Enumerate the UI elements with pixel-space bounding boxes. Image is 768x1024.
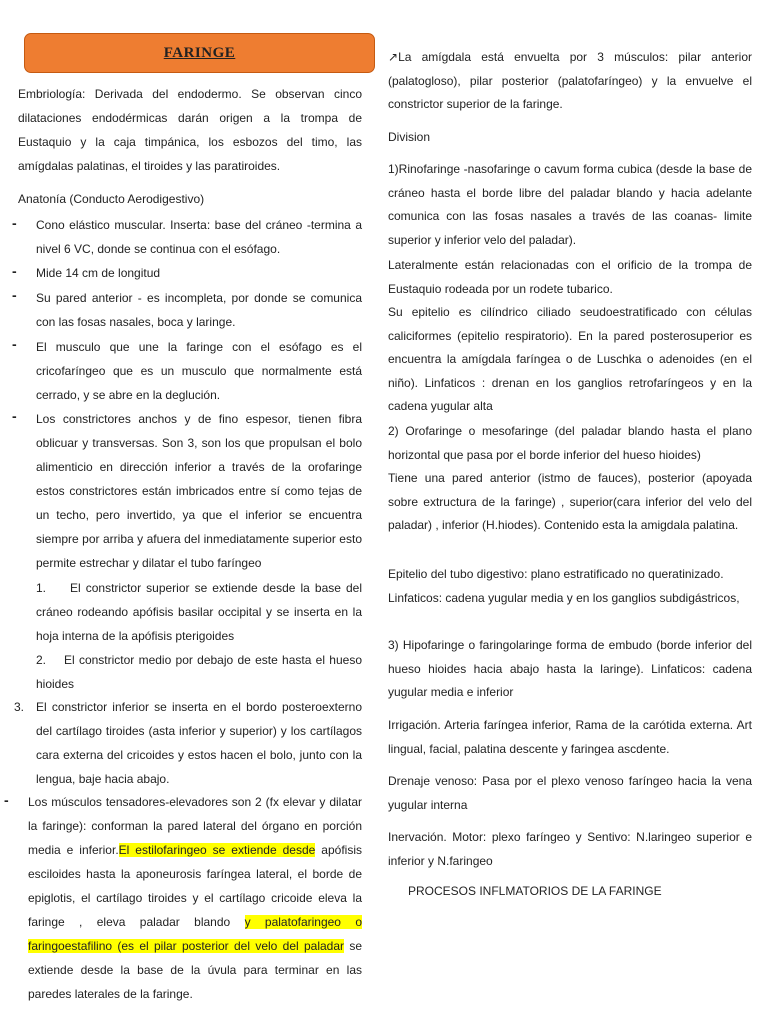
embriologia-paragraph: Embriología: Derivada del endodermo. Se observan cinco dilataciones endodérmicas darán origen a la trompa de Eustaquio y la caja timpánica, los esbozos del timo, las amígdalas palatinas, el tiroides y las paratiroides. xyxy=(18,87,362,173)
epitelio-digestivo-paragraph: Epitelio del tubo digestivo: plano estratificado no queratinizado. xyxy=(388,567,724,581)
lateral-paragraph: Lateralmente están relacionadas con el orificio de la trompa de Eustaquio rodeada por un rodete tubarico. xyxy=(388,258,752,296)
bullet-marker: - xyxy=(12,287,17,303)
highlighted-text: El estilofaringeo se extiende desde xyxy=(118,843,316,857)
list-number: 1. xyxy=(36,581,47,595)
list-item: Cono elástico muscular. Inserta: base del cráneo -termina a nivel 6 VC, donde se continua con el esófago. xyxy=(36,218,362,256)
bullet-marker: - xyxy=(12,336,17,352)
bullet-marker: - xyxy=(12,408,17,424)
paredes-paragraph: Tiene una pared anterior (istmo de fauces), posterior (apoyada sobre extructura de la faringe) , superior(cara inferior del velo del paladar) , inferior (H.hiodes). Contenido esta la amigdala palatina. xyxy=(388,471,752,532)
irrigacion-paragraph: Irrigación. Arteria faríngea inferior, Rama de la carótida externa. Art lingual, facial, palatina descente y faringea ascdente. xyxy=(388,718,752,756)
epitelio-paragraph: Su epitelio es cilíndrico ciliado seudoestratificado con células caliciformes (epitelio respiratorio). En la pared posterosuperior es encuentra la amígdala faríngea o de Luschka o adenoides (en el niño). Linfaticos : drenan en los ganglios retrofaríngeos y en la cadena yugular alta xyxy=(388,305,752,413)
list-item: Mide 14 cm de longitud xyxy=(36,266,161,280)
list-item: Su pared anterior - es incompleta, por donde se comunica con las fosas nasales, boca y laringe. xyxy=(36,291,362,329)
bullet-marker: - xyxy=(12,263,17,279)
list-item: El constrictor superior se extiende desde la base del cráneo rodeando apófisis basilar occipital y se inserta en la hoja interna de la apófisis pterigoides xyxy=(36,581,362,643)
anatomia-heading: Anatonía (Conducto Aerodigestivo) xyxy=(18,192,205,206)
list-item: El constrictor medio por debajo de este hasta el hueso hioides xyxy=(36,653,362,691)
linfaticos-paragraph: Linfaticos: cadena yugular media y en los ganglios subdigástricos, xyxy=(388,591,740,605)
list-item: Los constrictores anchos y de fino espesor, tienen fibra oblicuar y transversas. Son 3, son los que propulsan el bolo alimenticio en dirección inferior a través de la orofaringe estos constrictores están imbricados entre sí como tejas de un techo, pero invertido, ya que el inferior se encuentra siempre por arriba y afuera del inmediatamente superior esto permite estrechar y dilatar el tubo faríngeo xyxy=(36,412,362,570)
bullet-marker: - xyxy=(12,215,17,231)
drenaje-paragraph: Drenaje venoso: Pasa por el plexo venoso faríngeo hacia la vena yugular interna xyxy=(388,774,752,812)
tensadores-paragraph: Los músculos tensadores-elevadores son 2 (fx elevar y dilatar la faringe): conforman la pared lateral del órgano en porción media e inferior.El estilofaringeo se extiende desde apófisis esciloides hasta la aponeurosis faríngea lateral, el borde de epiglotis, el cartílago tiroides y el cartílago cricoide eleva la faringe , eleva paladar blando y palatofaringeo o faringoestafilino (es el pilar posterior del velo del paladar se extiende desde la base de la úvula para terminar en las paredes laterales de la faringe. xyxy=(28,795,363,1001)
arrow-icon: ↗ xyxy=(388,50,399,64)
list-item: El musculo que une la faringe con el esófago es el cricofaríngeo que es un musculo que normalmente está cerrado, y se abre en la deglución. xyxy=(36,340,362,402)
inervacion-paragraph: Inervación. Motor: plexo faríngeo y Sentivo: N.laringeo superior e inferior y N.faringeo xyxy=(388,830,752,868)
rinofaringe-paragraph: 1)Rinofaringe -nasofaringe o cavum forma cubica (desde la base de cráneo hasta el borde libre del paladar blando y hacia adelante comunica con las fosas nasales a través de las coanas- limite superior y inferior velo del paladar). xyxy=(388,162,752,247)
bullet-marker: - xyxy=(4,792,9,808)
amigdala-paragraph: ↗La amígdala está envuelta por 3 músculos: pilar anterior (palatogloso), pilar posterior (palatofaríngeo) y la envuelve el constrictor superior de la faringe. xyxy=(388,50,752,111)
page-title: FARINGE xyxy=(163,44,236,61)
division-heading: Division xyxy=(388,130,431,144)
hipofaringe-paragraph: 3) Hipofaringe o faringolaringe forma de embudo (borde inferior del hueso hioides hacia abajo hasta la laringe). Linfaticos: cadena yugular media e inferior xyxy=(388,638,752,699)
list-number: 3. xyxy=(14,700,25,714)
list-item: El constrictor inferior se inserta en el bordo posteroexterno del cartílago tiroides (asta inferior y superior) y los cartílagos cara externa del cricoides y estos hacen el bolo, junto con la lengua, baje hacia abajo. xyxy=(36,700,362,786)
orofaringe-paragraph: 2) Orofaringe o mesofaringe (del paladar blando hasta el plano horizontal que pasa por el borde inferior del hueso hioides) xyxy=(388,424,752,462)
highlighted-text: y palatofaringeo o faringoestafilino (es el pilar posterior del velo del paladar xyxy=(28,915,363,953)
title-banner xyxy=(24,33,375,73)
procesos-heading: PROCESOS INFLMATORIOS DE LA FARINGE xyxy=(408,884,662,898)
list-number: 2. xyxy=(36,653,47,667)
